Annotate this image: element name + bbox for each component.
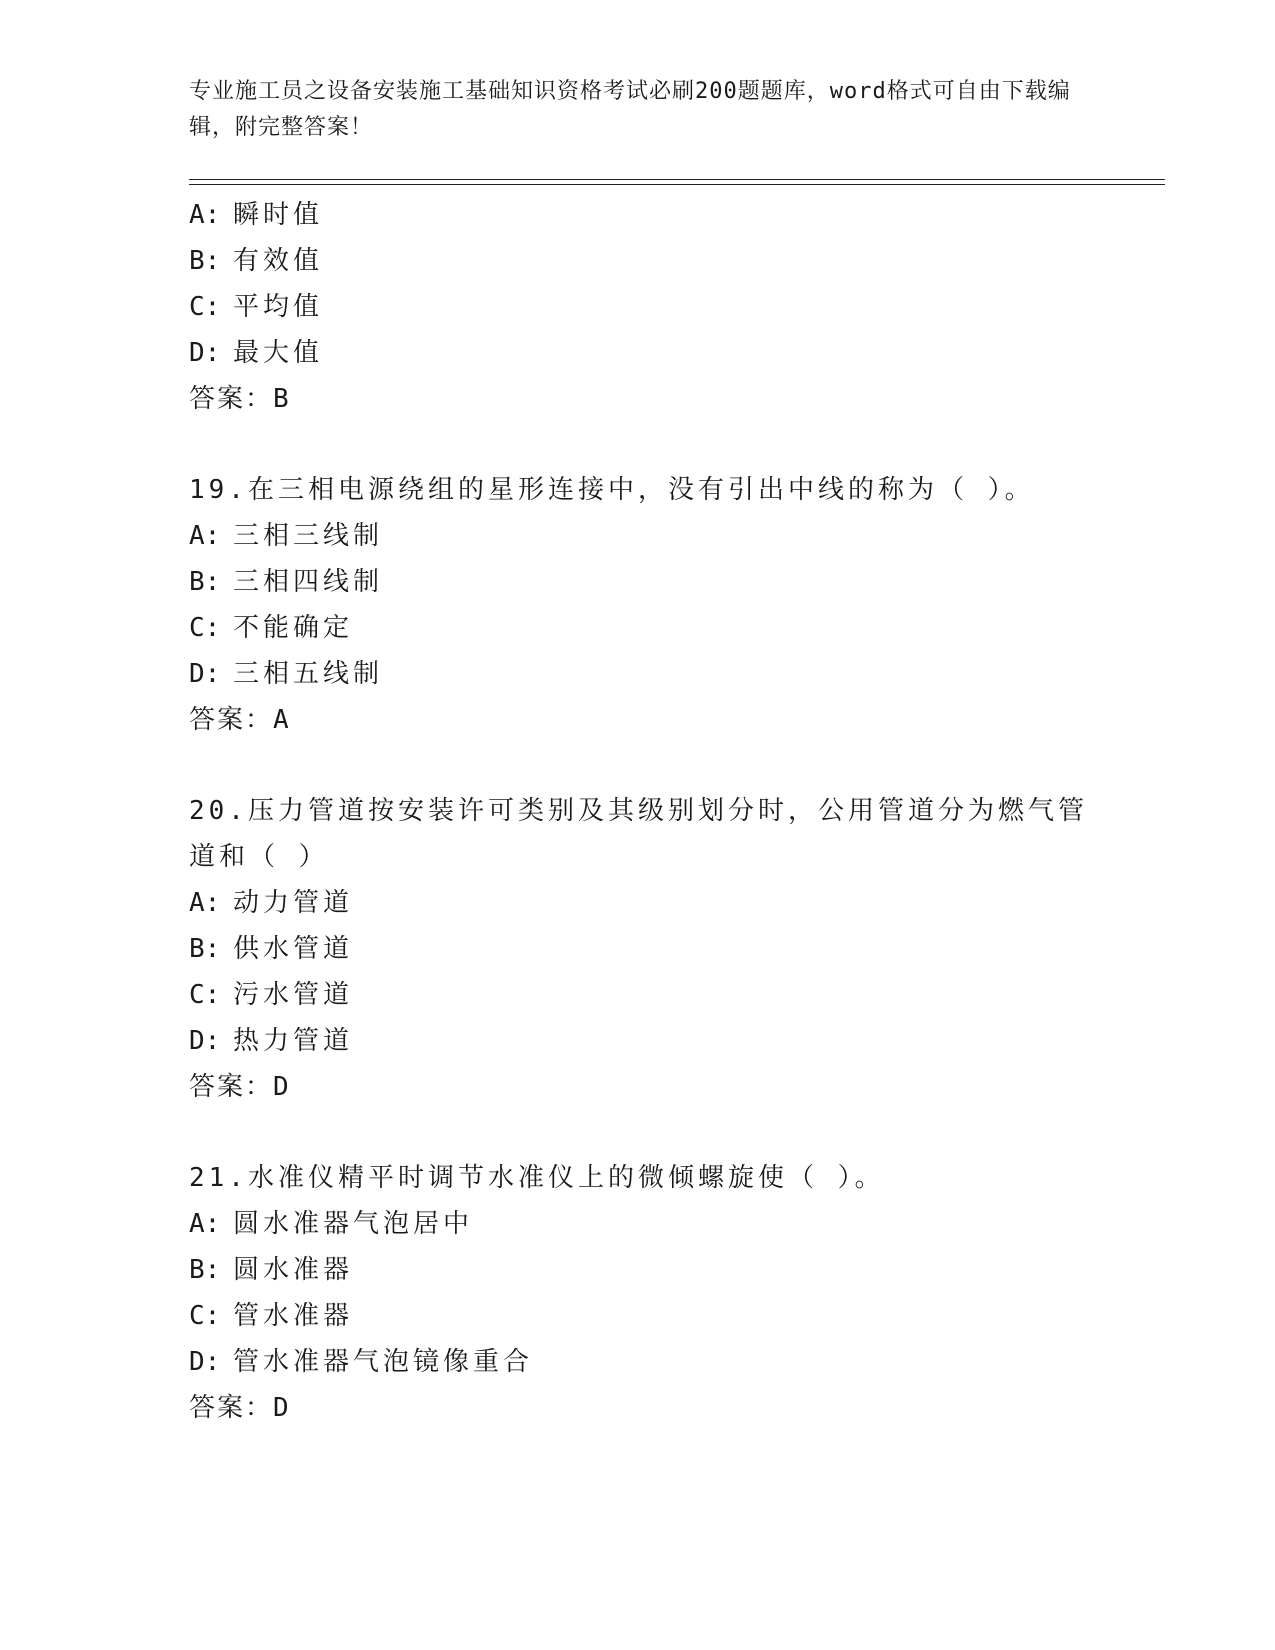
document-title: 专业施工员之设备安装施工基础知识资格考试必刷200题题库，word格式可自由下载编辑，附完整答案！: [189, 79, 1071, 140]
question-text: 19.在三相电源绕组的星形连接中，没有引出中线的称为（ ）。: [189, 475, 1035, 505]
option-b: B: 圆水准器: [189, 1255, 354, 1285]
header-divider: [189, 179, 1165, 180]
answer-line: 答案：D: [189, 1072, 291, 1102]
option-d: D: 管水准器气泡镜像重合: [189, 1347, 534, 1377]
question-text: 21.水准仪精平时调节水准仪上的微倾螺旋使（ ）。: [189, 1163, 885, 1193]
option-c: C: 不能确定: [189, 613, 354, 643]
option-a: A: 瞬时值: [189, 200, 324, 230]
option-b: B: 三相四线制: [189, 567, 384, 597]
answer-line: 答案：D: [189, 1393, 291, 1423]
question-block: [189, 192, 1165, 422]
option-a: A: 动力管道: [189, 888, 354, 918]
option-d: D: 最大值: [189, 338, 324, 368]
question-block: [189, 467, 1165, 743]
option-d: D: 三相五线制: [189, 659, 384, 689]
option-c: C: 管水准器: [189, 1301, 354, 1331]
answer-line: 答案：B: [189, 384, 291, 414]
option-c: C: 污水管道: [189, 980, 354, 1010]
header-divider-thin: [189, 184, 1165, 185]
option-d: D: 热力管道: [189, 1026, 354, 1056]
answer-line: 答案：A: [189, 705, 291, 735]
question-block: [189, 1155, 1165, 1431]
option-c: C: 平均值: [189, 292, 324, 322]
option-a: A: 三相三线制: [189, 521, 384, 551]
option-a: A: 圆水准器气泡居中: [189, 1209, 474, 1239]
question-block: [189, 788, 1165, 1110]
option-b: B: 供水管道: [189, 934, 354, 964]
question-text: 20.压力管道按安装许可类别及其级别划分时，公用管道分为燃气管道和（ ）: [189, 796, 1088, 872]
question-list: [189, 192, 1165, 1431]
option-b: B: 有效值: [189, 246, 324, 276]
